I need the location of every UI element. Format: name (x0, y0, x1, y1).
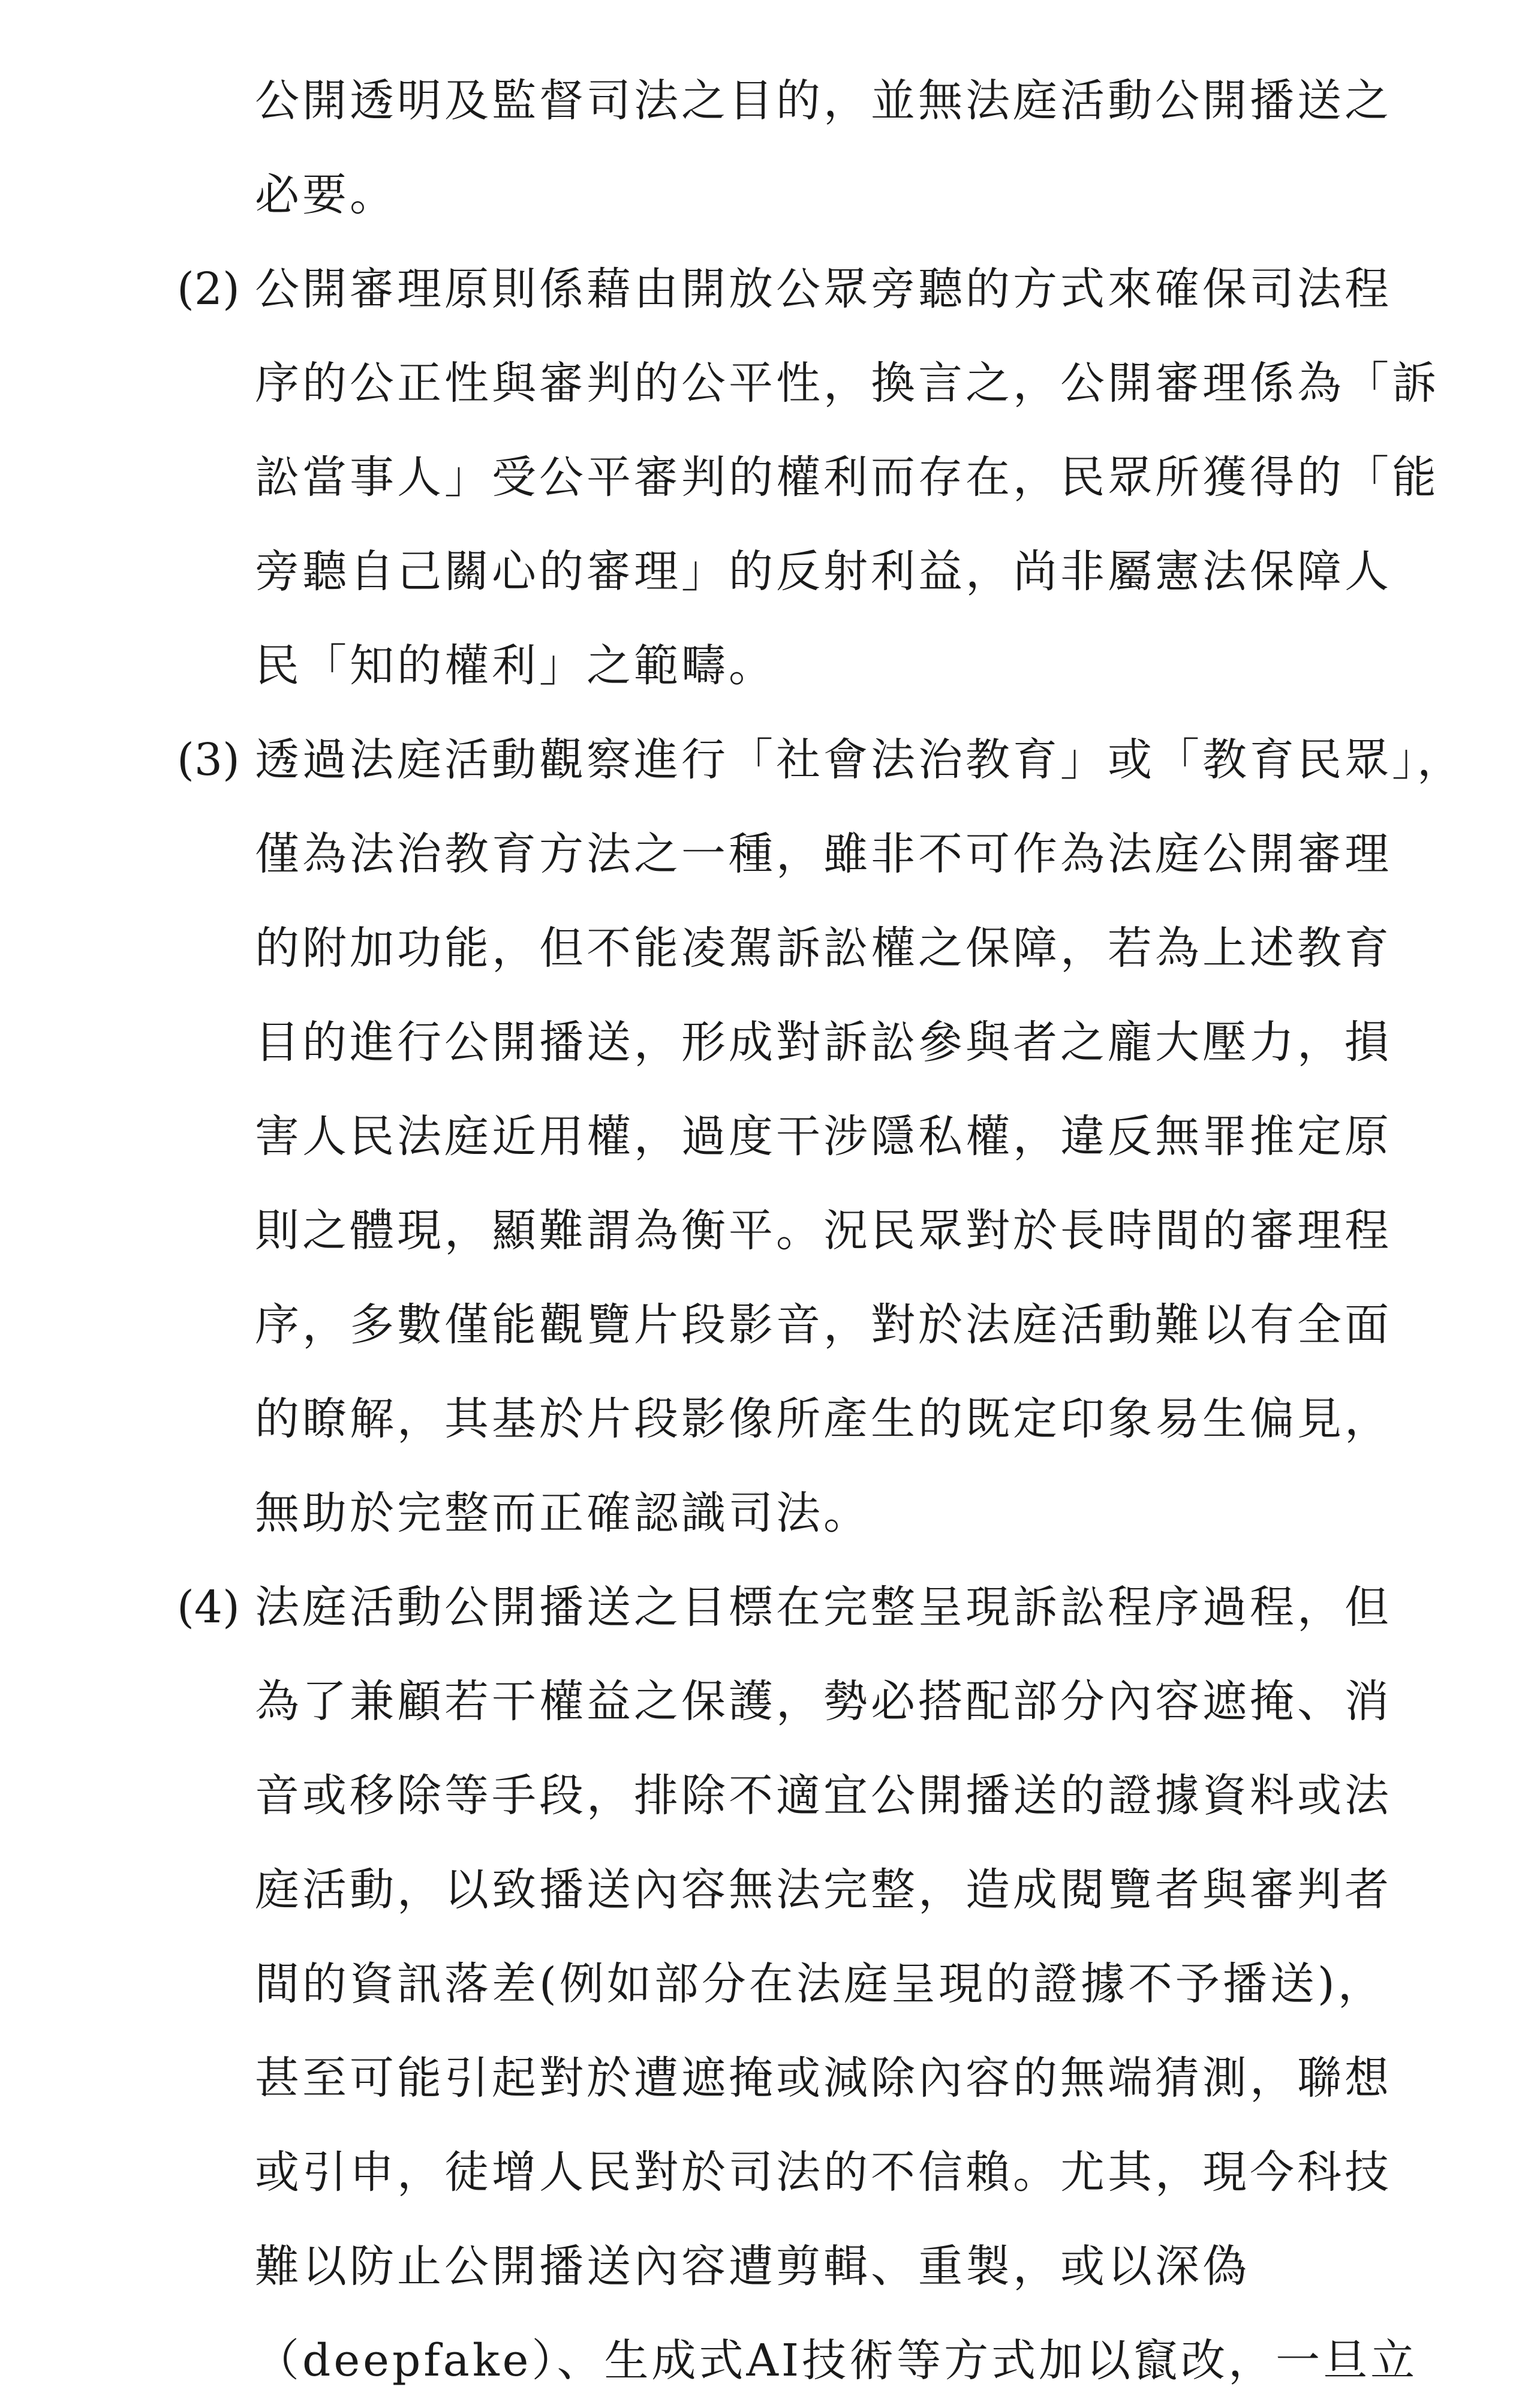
item-4 (177, 1561, 1472, 2408)
text-line: 間的資訊落差(例如部分在法庭呈現的證據不予播送)， (255, 1958, 1385, 2010)
item-number: (2) (177, 263, 240, 315)
text-line: 害人民法庭近用權，過度干涉隱私權，違反無罪推定原 (255, 1111, 1392, 1162)
text-line: 或引申，徒增人民對於司法的不信賴。尤其，現今科技 (255, 2147, 1392, 2198)
text-line: 甚至可能引起對於遭遮掩或減除內容的無端猜測，聯想 (255, 2052, 1392, 2104)
text-line: 的瞭解，其基於片段影像所產生的既定印象易生偏見， (255, 1393, 1392, 1445)
item-text (177, 242, 1472, 713)
intro-paragraph (177, 54, 1472, 242)
text-line: 的附加功能，但不能凌駕訴訟權之保障，若為上述教育 (255, 922, 1392, 974)
text-line: 公開透明及監督司法之目的，並無法庭活動公開播送之 (255, 75, 1392, 127)
document-body (177, 54, 1472, 2408)
text-line: 公開審理原則係藉由開放公眾旁聽的方式來確保司法程 (255, 263, 1392, 315)
item-2 (177, 242, 1472, 713)
text-line: 民「知的權利」之範疇。 (255, 640, 776, 692)
text-line: 為了兼顧若干權益之保護，勢必搭配部分內容遮掩、消 (255, 1676, 1392, 1727)
text-line: 庭活動，以致播送內容無法完整，造成閱覽者與審判者 (255, 1864, 1392, 1916)
text-line: 序，多數僅能觀覽片段影音，對於法庭活動難以有全面 (255, 1299, 1392, 1351)
item-number: (4) (177, 1582, 240, 1633)
text-line: 難以防止公開播送內容遭剪輯、重製，或以深偽 (255, 2241, 1250, 2292)
text-line: 序的公正性與審判的公平性，換言之，公開審理係為「訴 (255, 357, 1439, 409)
item-number: (3) (177, 734, 240, 786)
item-text (177, 713, 1472, 1561)
text-line: 無助於完整而正確認識司法。 (255, 1487, 871, 1539)
text-line: （deepfake）、生成式AI技術等方式加以竄改，一旦立 (255, 2335, 1418, 2386)
text-line: 僅為法治教育方法之一種，雖非不可作為法庭公開審理 (255, 828, 1392, 880)
item-3 (177, 713, 1472, 1561)
text-line: 必要。 (255, 169, 397, 221)
text-line: 目的進行公開播送，形成對訴訟參與者之龐大壓力，損 (255, 1017, 1392, 1068)
text-line: 法庭活動公開播送之目標在完整呈現訴訟程序過程，但 (255, 1582, 1392, 1633)
text-line: 訟當事人」受公平審判的權利而存在，民眾所獲得的「能 (255, 452, 1439, 503)
item-text (177, 1561, 1472, 2408)
text-line: 音或移除等手段，排除不適宜公開播送的證據資料或法 (255, 1770, 1392, 1821)
text-line: 透過法庭活動觀察進行「社會法治教育」或「教育民眾」， (255, 734, 1464, 786)
text-line: 則之體現，顯難謂為衡平。況民眾對於長時間的審理程 (255, 1205, 1392, 1256)
text-line: 旁聽自己關心的審理」的反射利益，尚非屬憲法保障人 (255, 546, 1392, 597)
